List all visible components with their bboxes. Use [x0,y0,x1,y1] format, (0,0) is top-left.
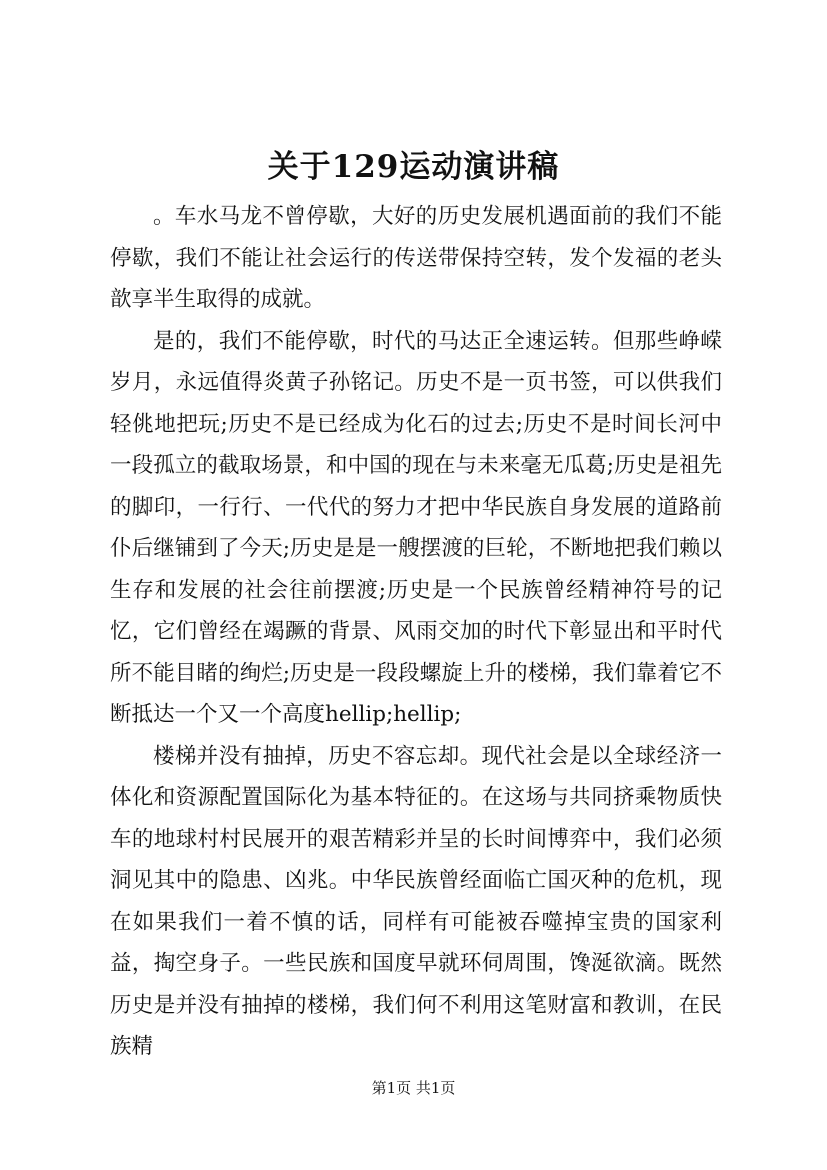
paragraph-2: 是的，我们不能停歇，时代的马达正全速运转。但那些峥嵘岁月，永远值得炎黄子孙铭记。历史不是一页书签，可以供我们轻佻地把玩;历史不是已经成为化石的过去;历史不是时间长河中一段孤立的截取场景，和中国的现在与未来毫无瓜葛;历史是祖先的脚印，一行行、一代代的努力才把中华民族自身发展的道路前仆后继铺到了今天;历史是是一艘摆渡的巨轮，不断地把我们赖以生存和发展的社会往前摆渡;历史是一个民族曾经精神符号的记忆，它们曾经在竭蹶的背景、风雨交加的时代下彰显出和平时代所不能目睹的绚烂;历史是一段段螺旋上升的楼梯，我们靠着它不断抵达一个又一个高度hellip;hellip; [110,328,722,727]
document-title: 关于129运动演讲稿 [267,149,560,185]
paragraph-3: 楼梯并没有抽掉，历史不容忘却。现代社会是以全球经济一体化和资源配置国际化为基本特征的。在这场与共同挤乘物质快车的地球村村民展开的艰苦精彩并呈的长时间博弈中，我们必须洞见其中的隐患、凶兆。中华民族曾经面临亡国灭种的危机，现在如果我们一着不慎的话，同样有可能被吞噬掉宝贵的国家利益，掏空身子。一些民族和国度早就环伺周围，馋涎欲滴。既然历史是并没有抽掉的楼梯，我们何不利用这笔财富和教训，在民族精 [110,743,722,1059]
document-body [110,196,722,1068]
paragraph-1: 。车水马龙不曾停歇，大好的历史发展机遇面前的我们不能停歇，我们不能让社会运行的传送带保持空转，发个发福的老头歆享半生取得的成就。 [110,204,722,312]
page-number-footer: 第1页 共1页 [371,1079,456,1097]
